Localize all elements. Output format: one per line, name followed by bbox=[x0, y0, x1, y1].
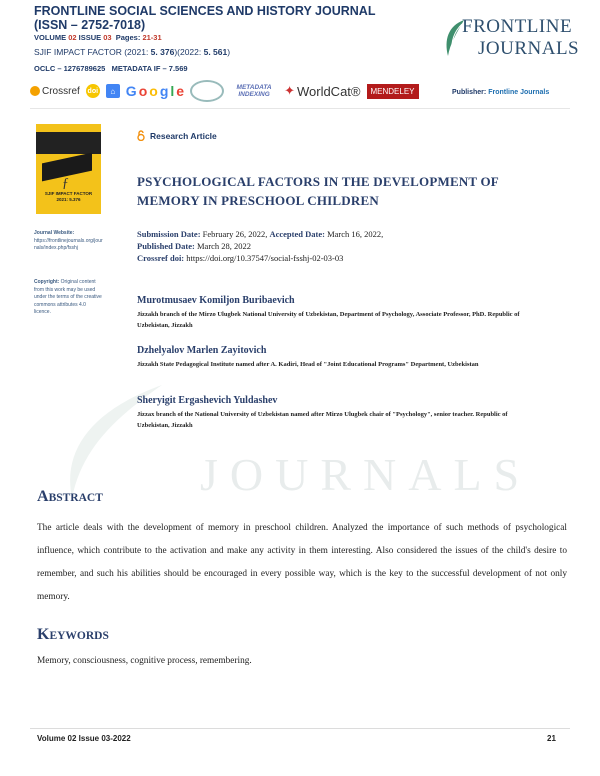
keywords-text: Memory, consciousness, cognitive process, remembering. bbox=[37, 656, 252, 666]
journal-name: FRONTLINE SOCIAL SCIENCES AND HISTORY JOURNAL bbox=[34, 4, 376, 18]
journal-cover-thumbnail[interactable] bbox=[36, 124, 101, 214]
author-name: Sheryigit Ergashevich Yuldashev bbox=[137, 395, 278, 406]
indexing-logos bbox=[30, 80, 419, 102]
journal-website: Journal Website: https://frontlinejournals.org/journals/index.php/fsshj bbox=[34, 230, 103, 251]
crossref-logo[interactable]: Crossref bbox=[30, 86, 80, 97]
frontline-journals-logo[interactable] bbox=[440, 12, 580, 64]
logo-text-journals: JOURNALS bbox=[478, 38, 580, 59]
sjif-impact-factor: SJIF IMPACT FACTOR (2021: 5. 376)(2022: 5. 561) bbox=[34, 47, 231, 57]
worldcat-logo[interactable]: ✦ WorldCat® bbox=[284, 83, 361, 99]
google-scholar-icon[interactable]: ⌂ bbox=[106, 84, 120, 98]
author-name: Dzhelyalov Marlen Zayitovich bbox=[137, 345, 267, 356]
abstract-text: The article deals with the development of memory in preschool children. Analyzed the importance of such methods of psychological influence, which contribute to the activation and make any activity in them interesting. Also considered the issues of the child's desire to remember, and such his abilities should be encouraged in every possible way, which is the key to the successful development of not only memory. bbox=[37, 523, 567, 602]
watermark: JOURNALS bbox=[200, 449, 532, 500]
cover-logo-icon: ƒ bbox=[62, 176, 69, 191]
mendeley-logo[interactable]: MENDELEY bbox=[367, 84, 419, 99]
doi-link[interactable]: https://doi.org/10.37547/social-fsshj-02-03-03 bbox=[186, 253, 344, 263]
footer-volume: Volume 02 Issue 03-2022 bbox=[37, 734, 131, 743]
metadata-indexing-logo[interactable]: METADATA INDEXING bbox=[236, 84, 272, 98]
footer-divider bbox=[30, 728, 570, 729]
author-name: Murotmusaev Komiljon Buribaevich bbox=[137, 295, 295, 306]
logo-text-frontline: FRONTLINE bbox=[462, 16, 573, 37]
author-affiliation: Jizzakh State Pedagogical Institute named after A. Kadiri, Head of "Joint Educational Programs" Department, Uzbekistan bbox=[137, 361, 479, 368]
journal-title bbox=[34, 4, 375, 32]
header-divider bbox=[30, 108, 570, 109]
oclc-line: OCLC – 1276789625 METADATA IF – 7.569 bbox=[34, 64, 188, 73]
volume-line: VOLUME 02 ISSUE 03 Pages: 21-31 bbox=[34, 33, 162, 42]
publisher-line: Publisher: Frontline Journals bbox=[452, 89, 550, 96]
article-type: Research Article bbox=[137, 130, 217, 141]
copyright-notice: Copyright: Original content from this work may be used under the terms of the creative commons attributes 4.0 licence. bbox=[34, 279, 102, 315]
ring-logo-icon[interactable] bbox=[190, 80, 224, 102]
keywords-heading: KEYWORDS bbox=[37, 626, 109, 643]
journal-website-link[interactable]: https://frontlinejournals.org/journals/index.php/fsshj bbox=[34, 237, 103, 251]
worldcat-icon: ✦ bbox=[284, 83, 295, 98]
author-affiliation: Jizzax branch of the National University of Uzbekistan named after Mirzo Ulugbek chair of "Psychology", senior teacher. Republic of Uzbekistan, Jizzakh bbox=[137, 411, 508, 429]
open-access-icon bbox=[137, 130, 145, 141]
author-affiliation: Jizzakh branch of the Mirzo Ulugbek National University of Uzbekistan, Department of Psychology, Associate Professor, PhD. Republic of Uzbekistan, Jizzakh bbox=[137, 311, 520, 329]
journal-issn: (ISSN – 2752-7018) bbox=[34, 18, 146, 32]
doi-logo[interactable]: doi bbox=[86, 84, 100, 98]
abstract-heading: ABSTRACT bbox=[37, 488, 103, 505]
cover-impact-factor: SJIF IMPACT FACTOR 2021: 5.376 bbox=[44, 191, 93, 202]
article-dates: Submission Date: February 26, 2022, Accepted Date: March 16, 2022, Published Date: March 28, 2022 Crossref doi: https://doi.org/10.37547/social-fsshj-02-03-03 bbox=[137, 229, 384, 263]
article-title: PSYCHOLOGICAL FACTORS IN THE DEVELOPMENT OF MEMORY IN PRESCHOOL CHILDREN bbox=[137, 174, 499, 208]
page-number: 21 bbox=[547, 734, 556, 743]
crossref-icon bbox=[30, 86, 40, 96]
google-logo[interactable]: G o o g l e bbox=[125, 83, 185, 99]
